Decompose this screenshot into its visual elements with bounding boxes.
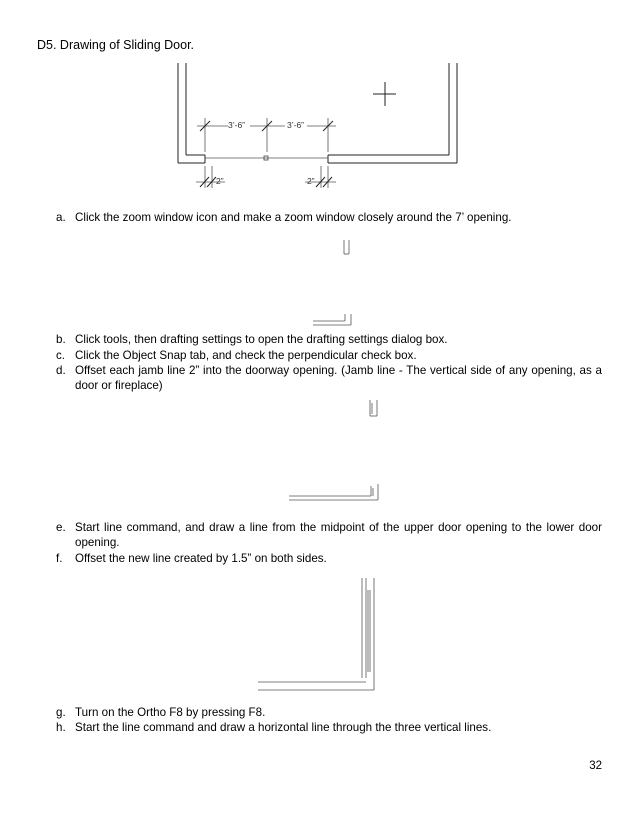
dimension-label-left: 3’-6” xyxy=(228,120,246,130)
step-text: Start the line command and draw a horizontal line through the three vertical lines. xyxy=(75,721,492,734)
page-number: 32 xyxy=(589,760,602,772)
dimension-label-right: 3’-6” xyxy=(287,120,305,130)
step-text: Start line command, and draw a line from the midpoint of the upper door opening to the lower door opening. xyxy=(75,521,602,549)
step-text: Offset each jamb line 2” into the doorway opening. (Jamb line - The vertical side of any opening, as a door or fireplace) xyxy=(75,364,602,392)
step-h xyxy=(56,720,602,735)
step-label: c. xyxy=(56,349,66,362)
section-heading: D5. Drawing of Sliding Door. xyxy=(37,38,195,52)
step-text: Click the Object Snap tab, and check the perpendicular check box. xyxy=(75,349,417,362)
offset-label-left: 2” xyxy=(216,176,224,186)
step-text: Offset the new line created by 1.5” on both sides. xyxy=(75,552,327,565)
step-g xyxy=(56,705,602,720)
offset-label-right: 2” xyxy=(307,176,315,186)
step-text: Click tools, then drafting settings to open the drafting settings dialog box. xyxy=(75,333,448,346)
step-label: a. xyxy=(56,211,66,224)
step-label: d. xyxy=(56,364,66,377)
step-label: g. xyxy=(56,706,66,719)
step-text: Click the zoom window icon and make a zoom window closely around the 7’ opening. xyxy=(75,211,512,224)
step-label: f. xyxy=(56,552,63,565)
step-label: e. xyxy=(56,521,66,534)
step-label: h. xyxy=(56,721,66,734)
step-label: b. xyxy=(56,333,66,346)
step-text: Turn on the Ortho F8 by pressing F8. xyxy=(75,706,266,719)
